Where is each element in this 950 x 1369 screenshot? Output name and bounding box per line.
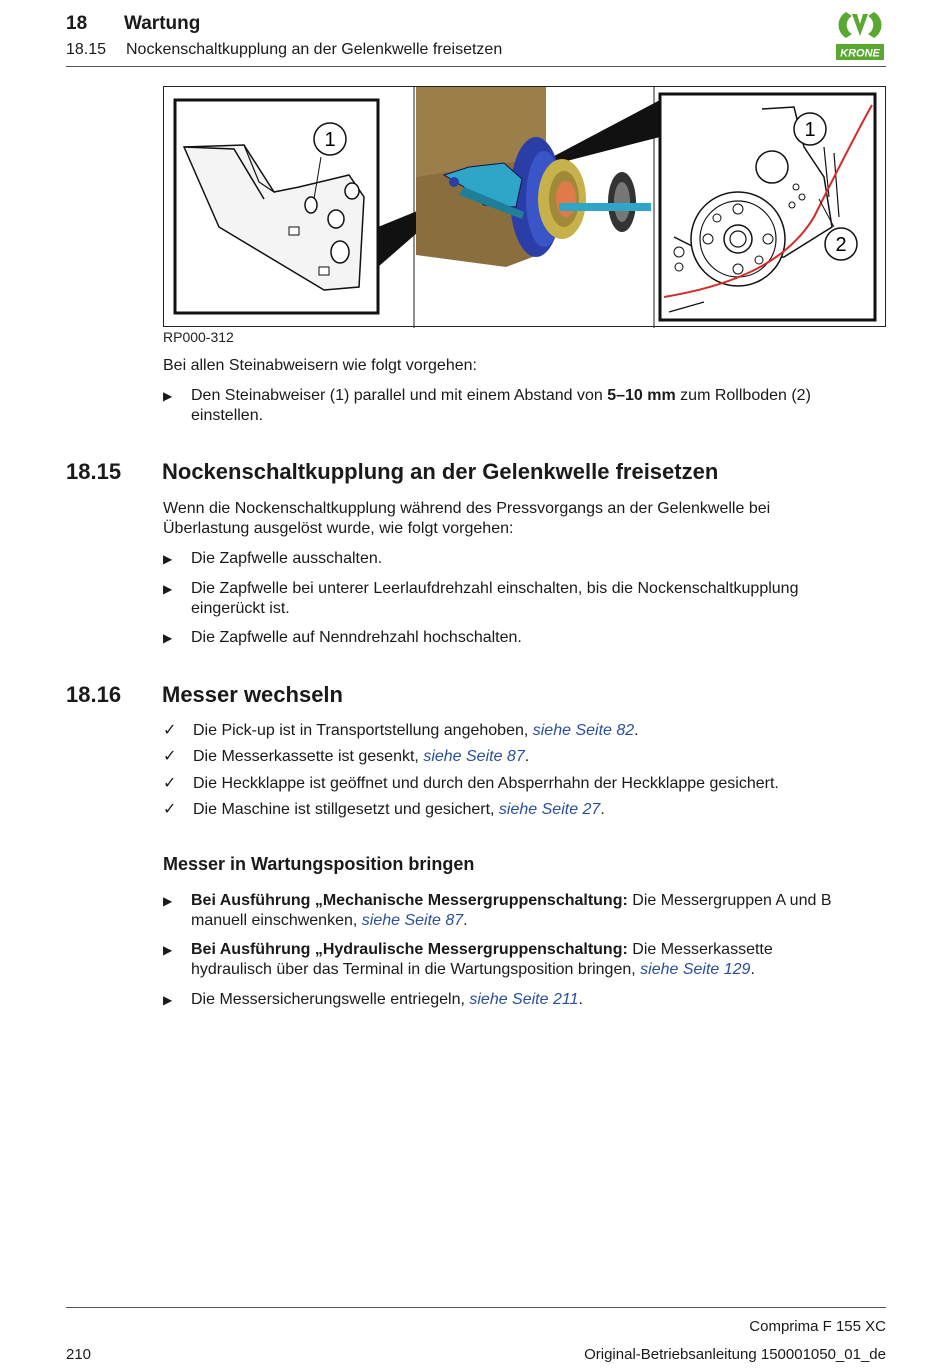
precondition-item xyxy=(163,747,883,767)
page-link[interactable]: siehe Seite 87 xyxy=(423,748,525,765)
drive-shaft-view xyxy=(416,87,651,267)
footer-document-id: Original-Betriebsanleitung 150001050_01_de xyxy=(584,1346,886,1363)
page-link[interactable]: siehe Seite 27 xyxy=(498,801,601,818)
step-text: manuell einschwenken, xyxy=(191,912,362,929)
punctuation: . xyxy=(578,991,583,1008)
punctuation: . xyxy=(600,801,605,818)
section-18-15-intro xyxy=(163,499,883,539)
checkmark-icon: ✓ xyxy=(163,775,177,792)
precondition-text: Die Messerkassette ist gesenkt, xyxy=(193,748,424,765)
instruction-step xyxy=(163,891,883,931)
step-text: Den Steinabweiser (1) parallel und mit einem Abstand von xyxy=(191,387,608,404)
subheading: Messer in Wartungsposition bringen xyxy=(163,854,475,874)
precondition-item xyxy=(163,774,883,794)
punctuation: . xyxy=(463,912,468,929)
illustration-svg xyxy=(164,87,887,328)
triangle-bullet-icon: ▶ xyxy=(163,993,173,1007)
instruction-step xyxy=(163,549,883,569)
instruction-step xyxy=(163,940,883,980)
step-text: Die Zapfwelle auf Nenndrehzahl hochschalten. xyxy=(191,629,522,646)
triangle-bullet-icon: ▶ xyxy=(163,631,173,645)
step-text: Die Zapfwelle bei unterer Leerlaufdrehzahl einschalten, bis die Nockenschaltkupplung xyxy=(191,580,799,597)
chapter-heading xyxy=(66,13,200,35)
precondition-text: Die Heckklappe ist geöffnet und durch den Absperrhahn der Heckklappe gesichert. xyxy=(193,775,779,792)
punctuation: . xyxy=(634,722,639,739)
callout-label: 1 xyxy=(804,119,816,141)
illustration-figure xyxy=(163,86,886,327)
step-text: Die Messersicherungswelle entriegeln, xyxy=(191,991,470,1008)
heading-number: 18.15 xyxy=(66,459,122,484)
precondition-text: Die Maschine ist stillgesetzt und gesichert, xyxy=(193,801,499,818)
page-link[interactable]: siehe Seite 211 xyxy=(469,991,579,1008)
triangle-bullet-icon: ▶ xyxy=(163,389,173,403)
section-title: Nockenschaltkupplung an der Gelenkwelle freisetzen xyxy=(126,41,503,58)
krone-logo xyxy=(832,8,888,64)
heading-title: Messer wechseln xyxy=(162,682,343,707)
step-text: hydraulisch über das Terminal in die Wartungsposition bringen, xyxy=(191,961,641,978)
footer-model: Comprima F 155 XC xyxy=(749,1318,886,1335)
step-emphasis: Bei Ausführung „Hydraulische Messergruppenschaltung: xyxy=(191,941,628,958)
header-divider xyxy=(66,66,886,67)
checkmark-icon: ✓ xyxy=(163,722,177,739)
step-emphasis: Bei Ausführung „Mechanische Messergruppenschaltung: xyxy=(191,892,628,909)
triangle-bullet-icon: ▶ xyxy=(163,552,173,566)
logo-text: KRONE xyxy=(840,47,880,60)
precondition-item xyxy=(163,721,883,741)
figure-caption: RP000-312 xyxy=(163,329,234,345)
heading-title: Nockenschaltkupplung an der Gelenkwelle freisetzen xyxy=(162,459,719,484)
triangle-bullet-icon: ▶ xyxy=(163,943,173,957)
precondition-text: Die Pick-up ist in Transportstellung angehoben, xyxy=(193,722,533,739)
step-text: Die Messergruppen A und B xyxy=(627,892,832,909)
callout-label: 1 xyxy=(324,129,336,151)
footer-divider xyxy=(66,1307,886,1308)
instruction-step xyxy=(163,628,883,648)
callout-label: 2 xyxy=(835,234,847,256)
step-text: Die Messerkassette xyxy=(627,941,773,958)
roller-floor-detail xyxy=(660,94,875,320)
paragraph-line: Wenn die Nockenschaltkupplung während des Pressvorgangs an der Gelenkwelle bei xyxy=(163,500,771,517)
heading-number: 18.16 xyxy=(66,682,122,707)
step-text: einstellen. xyxy=(191,407,264,424)
chapter-number: 18 xyxy=(66,13,88,34)
section-18-15-heading xyxy=(66,459,718,485)
triangle-bullet-icon: ▶ xyxy=(163,582,173,596)
section-heading xyxy=(66,41,502,59)
precondition-item xyxy=(163,800,883,820)
page-link[interactable]: siehe Seite 129 xyxy=(640,961,751,978)
triangle-bullet-icon: ▶ xyxy=(163,894,173,908)
page-number: 210 xyxy=(66,1346,92,1363)
instruction-step xyxy=(163,579,883,619)
punctuation: . xyxy=(750,961,755,978)
step-emphasis: 5–10 mm xyxy=(607,387,676,404)
step-text: eingerückt ist. xyxy=(191,600,290,617)
page-link[interactable]: siehe Seite 87 xyxy=(361,912,464,929)
step-text: Die Zapfwelle ausschalten. xyxy=(191,550,383,567)
punctuation: . xyxy=(524,748,530,765)
checkmark-icon: ✓ xyxy=(163,748,177,765)
step-text: zum Rollboden (2) xyxy=(675,387,811,404)
paragraph-line: Überlastung ausgelöst wurde, wie folgt vorgehen: xyxy=(163,520,514,537)
section-number: 18.15 xyxy=(66,41,107,58)
instruction-step xyxy=(163,386,883,426)
chapter-title: Wartung xyxy=(124,13,201,34)
page-link[interactable]: siehe Seite 82 xyxy=(532,722,635,739)
stone-deflector-detail xyxy=(175,100,378,313)
checkmark-icon: ✓ xyxy=(163,801,177,818)
instruction-step xyxy=(163,990,883,1010)
section-18-16-heading xyxy=(66,682,343,708)
intro-paragraph: Bei allen Steinabweisern wie folgt vorgehen: xyxy=(163,357,477,374)
